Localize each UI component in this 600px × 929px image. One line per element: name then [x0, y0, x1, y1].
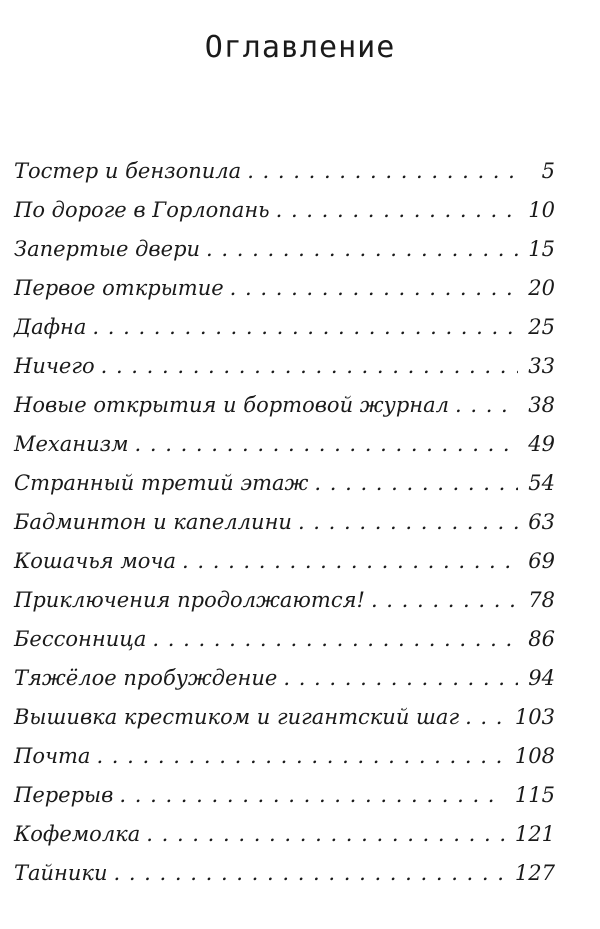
dot-leader — [314, 464, 518, 503]
toc-entry-title: Дафна — [14, 315, 87, 339]
dot-leader — [276, 191, 519, 230]
toc-entry-5[interactable] — [14, 308, 555, 347]
dot-leader — [135, 425, 519, 464]
toc-entry-page: 115 — [514, 783, 555, 807]
toc-entry-title: Почта — [14, 744, 91, 768]
toc-entry-page: 69 — [528, 549, 555, 573]
toc-entry-page: 86 — [528, 627, 555, 651]
dot-leader — [119, 776, 505, 815]
toc-entry-title: Первое открытие — [14, 276, 224, 300]
dot-leader — [465, 698, 505, 737]
toc-entry-page: 49 — [528, 432, 555, 456]
toc-entry-page: 20 — [528, 276, 555, 300]
toc-entry-1[interactable] — [14, 152, 555, 191]
toc-entry-page: 108 — [514, 744, 555, 768]
toc-entry-14[interactable] — [14, 659, 555, 698]
toc-entry-title: Кофемолка — [14, 822, 141, 846]
toc-entry-page: 10 — [528, 198, 555, 222]
toc-entry-title: Приключения продолжаются! — [14, 588, 365, 612]
toc-entry-17[interactable] — [14, 776, 555, 815]
toc-entry-11[interactable] — [14, 542, 555, 581]
dot-leader — [230, 269, 519, 308]
toc-entry-15[interactable] — [14, 698, 555, 737]
dot-leader — [182, 542, 518, 581]
toc-entry-title: Запертые двери — [14, 237, 201, 261]
toc-entry-page: 25 — [528, 315, 555, 339]
dot-leader — [101, 347, 519, 386]
toc-entry-2[interactable] — [14, 191, 555, 230]
dot-leader — [96, 737, 504, 776]
toc-entry-title: Тостер и бензопила — [14, 159, 242, 183]
toc-entry-12[interactable] — [14, 581, 555, 620]
toc-entry-page: 54 — [528, 471, 555, 495]
dot-leader — [283, 659, 518, 698]
dot-leader — [455, 386, 518, 425]
toc-entry-7[interactable] — [14, 386, 555, 425]
dot-leader — [113, 854, 504, 893]
toc-entry-page: 103 — [514, 705, 555, 729]
toc-entry-18[interactable] — [14, 815, 555, 854]
toc-entry-19[interactable] — [14, 854, 555, 893]
toc-entry-16[interactable] — [14, 737, 555, 776]
toc-entry-title: Новые открытия и бортовой журнал — [14, 393, 449, 417]
toc-entry-8[interactable] — [14, 425, 555, 464]
toc-entry-page: 5 — [541, 159, 555, 183]
toc-entry-title: Бессонница — [14, 627, 147, 651]
dot-leader — [371, 581, 518, 620]
toc-entry-title: Бадминтон и капеллини — [14, 510, 292, 534]
toc-entry-title: Кошачья моча — [14, 549, 177, 573]
toc-entry-page: 33 — [528, 354, 555, 378]
toc-entry-title: Странный третий этаж — [14, 471, 309, 495]
toc-entry-9[interactable] — [14, 464, 555, 503]
toc-entry-title: Ничего — [14, 354, 95, 378]
table-of-contents — [14, 152, 555, 893]
toc-entry-10[interactable] — [14, 503, 555, 542]
dot-leader — [92, 308, 518, 347]
toc-entry-title: Вышивка крестиком и гигантский шаг — [14, 705, 460, 729]
toc-entry-page: 38 — [528, 393, 555, 417]
toc-entry-page: 94 — [528, 666, 555, 690]
toc-entry-title: Механизм — [14, 432, 129, 456]
toc-entry-page: 78 — [528, 588, 555, 612]
dot-leader — [298, 503, 518, 542]
dot-leader — [146, 815, 505, 854]
dot-leader — [152, 620, 518, 659]
dot-leader — [247, 152, 521, 191]
toc-entry-3[interactable] — [14, 230, 555, 269]
toc-entry-page: 15 — [528, 237, 555, 261]
toc-entry-title: Перерыв — [14, 783, 114, 807]
toc-entry-6[interactable] — [14, 347, 555, 386]
toc-entry-title: Тайники — [14, 861, 108, 885]
toc-entry-page: 121 — [514, 822, 555, 846]
toc-entry-title: По дороге в Горлопань — [14, 198, 270, 222]
dot-leader — [206, 230, 518, 269]
toc-entry-13[interactable] — [14, 620, 555, 659]
toc-entry-4[interactable] — [14, 269, 555, 308]
toc-entry-page: 63 — [528, 510, 555, 534]
page-title: Оглавление — [204, 30, 396, 65]
toc-entry-page: 127 — [514, 861, 555, 885]
toc-entry-title: Тяжёлое пробуждение — [14, 666, 278, 690]
